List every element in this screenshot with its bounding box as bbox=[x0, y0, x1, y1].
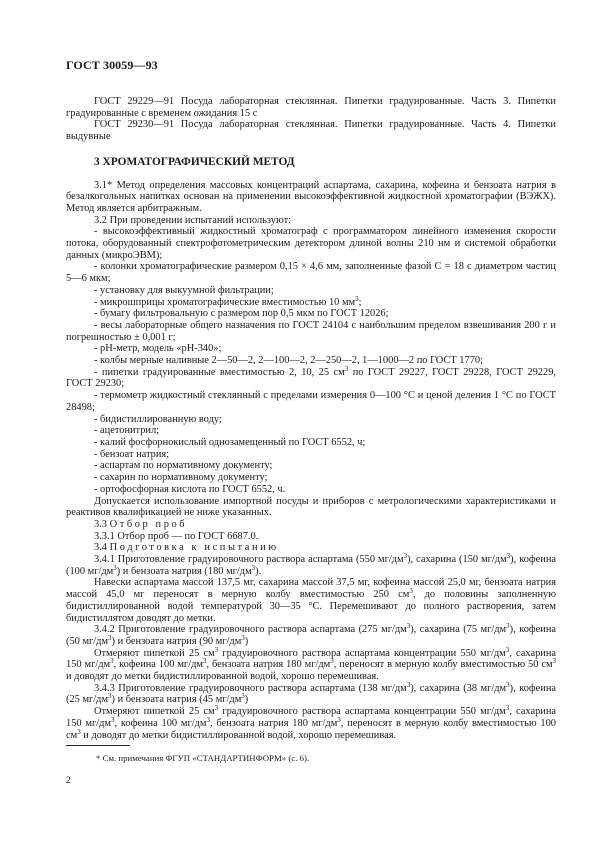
footnote: * См. примечания ФГУП «СТАНДАРТИНФОРМ» (с. 6). bbox=[96, 753, 310, 763]
paragraph-3-2: 3.2 При проведении испытаний используют: bbox=[94, 214, 292, 226]
equipment-item: - бумагу фильтровальную с размером пор 0,5 мкм по ГОСТ 12026; bbox=[94, 308, 389, 320]
footnote-divider bbox=[66, 745, 130, 746]
equipment-item: - pH-метр, модель «pH-340»; bbox=[94, 343, 222, 355]
measure-paragraph-2: Отмеряют пипеткой 25 $см^3$ градуировочного раствора аспартама концентрации 550 $мг/дм^3$, сахарина 150 $мг/дм^3$, кофеина 100 $мг/дм^3$, бензоата натрия 180 $мг/дм^3$, переносят в мерную колбу вместимостью 100 $см^3$ и доводят до метки бидистиллированной водой, хорошо перемешивая. bbox=[66, 704, 557, 741]
weighing-paragraph: Навески аспартама массой 137,5 мг, сахарина массой 37,5 мг, кофеина массой 25,0 мг, бензоата натрия массой 45,0 мг переносят в мерную колбу вместимостью 250 $см^3$, до половины заполненную бидистиллированной водой температурой 30—35 °С. Перемешивают до полного растворения, затем бидистиллятом доводят до метки. bbox=[66, 577, 556, 624]
subsection-3-4-heading: 3.4 Подготовка к испытанию bbox=[94, 542, 279, 554]
equipment-item: - колбы мерные наливные 2—50—2, 2—100—2, 2—250—2, 1—1000—2 по ГОСТ 1770; bbox=[94, 355, 483, 367]
allowance-paragraph: Допускается использование импортной посуды и приборов с метрологическими характеристиками и реактивов квалификацией не ниже указанных. bbox=[66, 495, 556, 519]
paragraph-3-3-1: 3.3.1 Отбор проб — по ГОСТ 6687.0. bbox=[94, 530, 259, 542]
measure-paragraph-1: Отмеряют пипеткой 25 $см^3$ градуировочного раствора аспартама концентрации 550 $мг/дм^3$, сахарина 150 $мг/дм^3$, кофеина 100 $мг/дм^3$, бензоата натрия 180 $мг/дм^3$, переносят в мерную колбу вместимостью 50 $см^3$ и доводят до метки бидистиллированной водой, хорошо перемешивая. bbox=[66, 645, 557, 683]
page-number: 2 bbox=[66, 776, 71, 786]
reference-gost-29230: ГОСТ 29230—91 Посуда лабораторная стеклянная. Пипетки градуированные. Часть 4. Пипетки выдувные bbox=[66, 119, 556, 143]
equipment-item: - микрошприцы хроматографические вместимостью 10 $мм^3$; bbox=[94, 294, 362, 308]
equipment-item: - колонки хроматографические размером 0,15 × 4,6 мм, заполненные фазой С = 18 с диаметром частиц 5—6 мкм; bbox=[66, 261, 556, 285]
equipment-item: - ацетонитрил; bbox=[94, 425, 160, 437]
paragraph-3-4-3: 3.4.3 Приготовление градуировочного раствора аспартама (138 $мг/дм^3$), сахарина (38 $мг/дм^3$), кофеина (25 $мг/дм^3$) и бензоата натрия (45 $мг/дм^3$) bbox=[66, 680, 556, 706]
equipment-item: - аспартам по нормативному документу; bbox=[94, 460, 273, 472]
equipment-item: - бензоат натрия; bbox=[94, 448, 170, 460]
paragraph-3-4-2: 3.4.2 Приготовление градуировочного раствора аспартама (275 $мг/дм^3$), сахарина (75 $мг/дм^3$), кофеина (50 $мг/дм^3$) и бензоата натрия (90 $мг/дм^3$) bbox=[66, 622, 556, 647]
equipment-item: - установку для выкуумной фильтрации; bbox=[94, 284, 274, 296]
paragraph-3-1: 3.1* Метод определения массовых концентраций аспартама, сахарина, кофеина и бензоата натрия в безалкогольных напитках основан на применении высокоэффективной жидкостной хроматографии (ВЭЖХ). Метод является арбитражным. bbox=[66, 179, 556, 214]
equipment-item: - калий фосфорнокислый однозамещенный по ГОСТ 6552, ч; bbox=[94, 436, 366, 448]
paragraph-3-4-1: 3.4.1 Приготовление градуировочного раствора аспартама (550 $мг/дм^3$), сахарина (150 $мг/дм^3$), кофеина (100 $мг/дм^3$) и бензоата натрия (180 $мг/дм^3$). bbox=[66, 552, 556, 577]
equipment-item: - ортофосфорная кислота по ГОСТ 6552, ч. bbox=[94, 483, 286, 495]
equipment-item: - термометр жидкостный стеклянный с пределами измерения 0—100 °С и ценой деления 1 °С по ГОСТ 28498; bbox=[66, 390, 556, 413]
equipment-item: - весы лабораторные общего назначения по ГОСТ 24104 с наибольшим пределом взвешивания 200 г и погрешностью ± 0,001 г; bbox=[66, 319, 556, 343]
equipment-item: - бидистиллированную воду; bbox=[94, 413, 222, 425]
reference-gost-29229: ГОСТ 29229—91 Посуда лабораторная стеклянная. Пипетки градуированные. Часть 3. Пипетки градуированные с временем ожидания 15 с bbox=[66, 96, 556, 119]
equipment-item: - пипетки градуированные вместимостью 2, 10, 25 $см^3$ по ГОСТ 29227, ГОСТ 29228, ГОСТ 29229, ГОСТ 29230; bbox=[66, 364, 556, 390]
document-body bbox=[66, 96, 556, 741]
document-code-header: ГОСТ 30059—93 bbox=[66, 58, 158, 72]
equipment-item: - высокоэффективный жидкостный хроматограф с программатором линейного изменения скорости потока, оборудованный спектрофотометрическим детектором длиной волны 210 нм и системой обработки данных (микроЭВМ); bbox=[66, 226, 556, 261]
section-heading: 3 ХРОМАТОГРАФИЧЕСКИЙ МЕТОД bbox=[94, 155, 295, 168]
subsection-3-3-heading: 3.3 Отбор проб bbox=[94, 518, 188, 530]
equipment-item: - сахарин по нормативному документу; bbox=[94, 472, 268, 484]
